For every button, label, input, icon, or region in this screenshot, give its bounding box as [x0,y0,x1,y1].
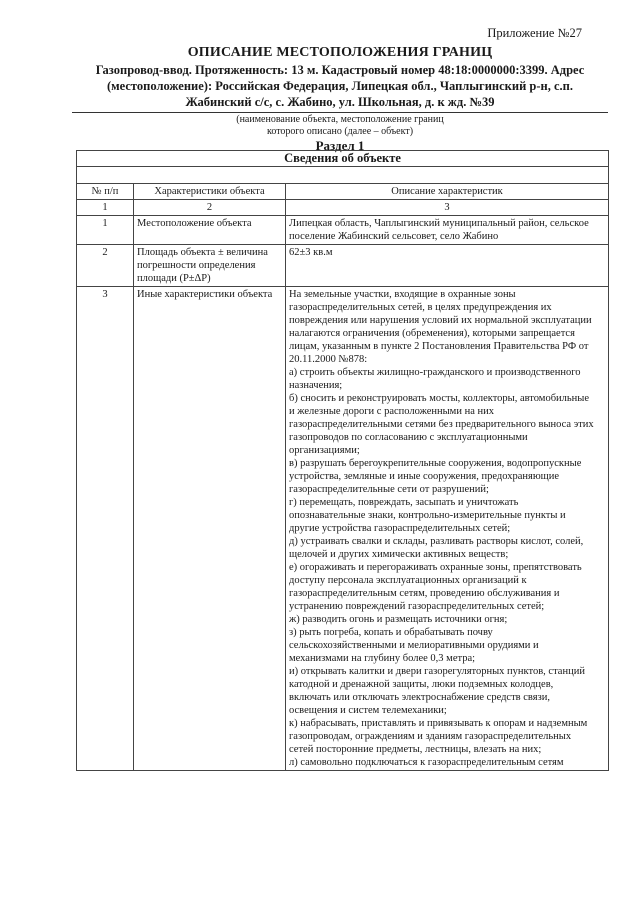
description-line: устройства, земляные и иные сооружения, предохраняющие [289,471,560,482]
section-title: Раздел 1 [315,138,365,153]
description-line: механизмами на глубину более 0,3 метра; [289,653,476,664]
description-line: повреждения или нарушения условий их нормальной эксплуатации [289,315,592,326]
description-line: и железные дороги с расположенными на них [289,406,494,417]
document-title: ОПИСАНИЕ МЕСТОПОЛОЖЕНИЯ ГРАНИЦ [187,45,493,60]
row-characteristic: Местоположение объекта [134,216,286,245]
subtitle-line: (местоположение): Российская Федерация, Липецкая обл., Чаплыгинский р-н, с.п. [107,79,573,93]
table-row [77,216,609,245]
description-line: газораспределительных сетей, в целях предупреждения их [289,302,552,313]
description-line: другие устройства газораспределительных сетей; [289,523,511,534]
row-description [286,216,609,245]
description-line: 62±3 кв.м [289,247,333,258]
description-line: а) строить объекты жилищно-гражданского и производственного [289,367,581,378]
subtitle-line: Газопровод-ввод. Протяженность: 13 м. Кадастровый номер 48:18:0000000:3399. Адрес [95,63,585,77]
column-number: 3 [286,200,609,216]
description-line: доступу персонала эксплуатационных организаций к [289,575,527,586]
description-line: газопроводам, ограждениям и зданиям газораспределительных [289,731,572,742]
column-header: Характеристики объекта [134,184,286,200]
description-line: катодной и дренажной защиты, люки подземных колодцев, [289,679,554,690]
row-description [286,287,609,771]
description-line: ж) разводить огонь и размещать источники огня; [289,614,508,625]
row-number: 3 [77,287,134,771]
row-characteristic: Площадь объекта ± величина погрешности определения площади (Р±ΔР) [134,245,286,287]
description-line: устранению повреждений газораспределительных сетей; [289,601,545,612]
description-line: лицам, указанным в пункте 2 Постановления Правительства РФ от [289,341,589,352]
row-description [286,245,609,287]
subtitle-line: Жабинский с/с, с. Жабино, ул. Школьная, д. к жд. №39 [185,95,495,109]
caption-note [72,112,608,138]
description-line: е) огораживать и перегораживать охранные зоны, препятствовать [289,562,582,573]
description-line: щелочей и других химически активных веществ; [289,549,509,560]
table-title: Сведения об объекте [77,151,609,167]
caption-line: (наименование объекта, местоположение границ [236,114,444,125]
description-line: газопроводов по согласованию с эксплуатационными [289,432,528,443]
row-number: 2 [77,245,134,287]
object-info-table [76,150,609,771]
description-line: освещения и систем телемеханики; [289,705,447,716]
column-number: 2 [134,200,286,216]
table-header-row [77,184,609,200]
description-line: л) самовольно подключаться к газораспределительным сетям [289,757,564,768]
description-line: налагаются ограничения (обременения), которыми запрещается [289,328,575,339]
appendix-label: Приложение №27 [487,26,582,40]
row-characteristic: Иные характеристики объекта [134,287,286,771]
table-spacer [77,167,609,184]
caption-line: которого описано (далее – объект) [266,126,414,137]
description-line: поселение Жабинский сельсовет, село Жабино [289,231,499,242]
column-header: Описание характеристик [286,184,609,200]
description-line: сетей посторонние предметы, лестницы, влезать на них; [289,744,542,755]
description-line: г) перемещать, повреждать, засыпать и уничтожать [289,497,519,508]
description-line: назначения; [289,380,343,391]
description-line: включать или отключать электроснабжение средств связи, [289,692,550,703]
description-line: газораспределительные сети от разрушений; [289,484,489,495]
description-line: б) сносить и реконструировать мосты, коллекторы, автомобильные [289,393,590,404]
description-line: газораспределительным сетям, проведению обслуживания и [289,588,560,599]
description-line: и) открывать калитки и двери газорегуляторных пунктов, станций [289,666,585,677]
description-line: 20.11.2000 №878: [289,354,368,365]
column-number: 1 [77,200,134,216]
description-line: сельскохозяйственными и мелиоративными орудиями и [289,640,539,651]
description-line: в) разрушать берегоукрепительные сооружения, водопропускные [289,458,582,469]
object-description [72,62,608,110]
table-row [77,287,609,771]
description-line: На земельные участки, входящие в охранные зоны [289,289,516,300]
row-number: 1 [77,216,134,245]
description-line: газораспределительными сетями без предварительного выноса этих [289,419,594,430]
description-line: к) набрасывать, приставлять и привязывать к опорам и надземным [289,718,588,729]
description-line: д) устраивать свалки и склады, разливать растворы кислот, солей, [289,536,584,547]
description-line: опознавательные знаки, контрольно-измерительные пункты и [289,510,566,521]
description-line: Липецкая область, Чаплыгинский муниципальный район, сельское [289,218,589,229]
description-line: з) рыть погреба, копать и обрабатывать почву [289,627,493,638]
description-line: организациями; [289,445,360,456]
table-row [77,245,609,287]
column-header: № п/п [77,184,134,200]
column-number-row [77,200,609,216]
